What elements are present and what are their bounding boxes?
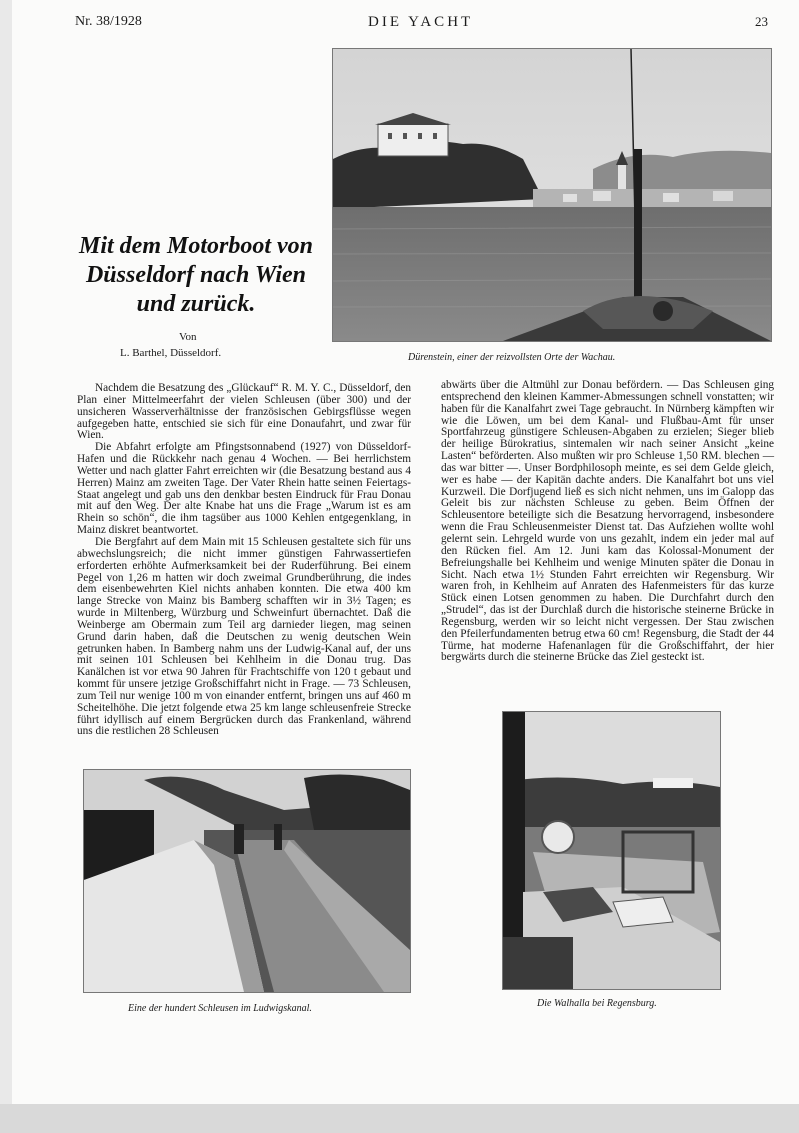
caption-walhalla: Die Walhalla bei Regensburg. bbox=[537, 998, 657, 1009]
paragraph: Nachdem die Besatzung des „Glückauf“ R. M. Y. C., Düsseldorf, den Plan einer Mittelmeerfahrt der vielen Schleusen (über 300) und der unsicheren Wasserverhältnisse der französischen Gebirgsflüsse wegen aufgegeben hatte, entschied sie sich für eine Donaufahrt, und zwar für Wien. bbox=[77, 382, 411, 442]
text-column-left bbox=[77, 383, 411, 738]
title-line-1: Mit dem Motorboot von bbox=[78, 233, 313, 259]
photo-schleuse-image bbox=[84, 770, 410, 992]
caption-schleuse: Eine der hundert Schleusen im Ludwigskanal. bbox=[128, 1003, 312, 1014]
photo-walhalla bbox=[502, 711, 721, 990]
byline-author: L. Barthel, Düsseldorf. bbox=[120, 347, 222, 359]
paragraph: abwärts über die Altmühl zur Donau befördern. — Das Schleusen ging entsprechend den kleinen Kammer-Abmessungen schnell vonstatten; wir haben für die Kanalfahrt zwei Tage gebraucht. In Nürnberg kämpften wir wie die Löwen, um bei dem Kanal- und Flußbau-Amt für unser Sportfahrzeug günstigere Schleusen-Abgaben zu erzielen; Sieger blieb der heilige Bürokratius, sintemalen wir nach seiner Ansicht „keine Lasten“ beförderten. Also mußten wir pro Schleuse 1,50 RM. blechen — das war bitter —. Unser Bordphilosoph meinte, es sei dem Gelde gleich, wer es habe — der Kapitän dachte anders. Die Kanalfahrt bot uns viel Kurzweil. Die Dorfjugend ließ es sich nicht nehmen, uns im Galopp das Geleit bis zur nächsten Schleuse zu geben. Beim Öffnen der Schleusentore beteiligte sich die Besatzung hervorragend, insbesondere wenn die Frau Schleusenmeister Dienst tat. Das Aufziehen wollte wohl gelernt sein. Lehrgeld wurde von uns gezahlt, indem ein jeder mal auf den Rücken fiel. Am 12. Juni kam das Kolossal-Monument der Befreiungshalle bei Kehlheim und wenige Minuten später die Donau in Sicht. Nach etwa 1½ Stunden Fahrt erreichten wir Regensburg. Wir waren froh, in Kehlheim auf Anraten des Hafenmeisters für das kurze Stück einen Lotsen genommen zu haben. Die Durchfahrt durch den „Strudel“, das ist der Durchlaß durch die historische steinerne Brücke in Regensburg, werden wir so leicht nicht vergessen. Der Stau zwischen den Pfeilerfundamenten betrug etwa 60 cm! Regensburg, die Stadt der 44 Türme, hat moderne Hafenanlagen für die Großschiffahrt, der hier bergwärts durch die steinerne Brücke das Ziel gesteckt ist. bbox=[441, 379, 774, 664]
title-line-3: und zurück. bbox=[136, 291, 256, 317]
paragraph: Die Abfahrt erfolgte am Pfingstsonnabend (1927) von Düsseldorf-Hafen und die Rückkehr nach genau 4 Wochen. — Bei herrlichstem Wetter und nach glatter Fahrt erreichten wir (die Besatzung bestand aus 4 Herren) Mainz am zweiten Tage. Der Vater Rhein hatte seinen Feiertags-Staat angelegt und gab uns den denkbar besten Eindruck für Frau Donau mit auf den Weg. Der alte Knabe hat uns die Frage „Warum ist es am Rhein so schön“, die ihm tagsüber aus 1000 Kehlen entgegenklang, in Mainz diskret beantwortet. bbox=[77, 441, 411, 537]
photo-walhalla-image bbox=[503, 712, 720, 989]
text-column-right bbox=[441, 380, 774, 664]
paragraph: Die Bergfahrt auf dem Main mit 15 Schleusen gestaltete sich für uns abwechslungsreich; die nicht immer günstigen Fahrwassertiefen erforderten erhöhte Aufmerksamkeit bei der Ruderführung. Bei einem Pegel von 1,26 m hatten wir doch zweimal Grundberührung, die indes dem eisenbewehrten Kiel nichts anhaben konnten. Die etwa 400 km lange Strecke von Mainz bis Bamberg schafften wir in 3½ Tagen; es wurde in Miltenberg, Würzburg und Schweinfurt übernachtet. Daß die Weinberge am Obermain zum Teil arg darnieder liegen, mag seinen Grund darin haben, daß die Deutschen zu wenig deutschen Wein getrunken haben. In Bamberg nahm uns der Ludwig-Kanal auf, der uns mit seinen 101 Schleusen bei Kehlheim in die Donau trug. Das Kanälchen ist vor etwa 90 Jahren für Frachtschiffe von 120 t gebaut und kommt für unsere jetzige Großschiffahrt nicht in Frage. — 73 Schleusen, zum Teil nur wenige 100 m von einander entfernt, bringen uns auf 460 m Scheitelhöhe. Die jetzt folgende etwa 25 km lange schleusenfreie Strecke führt idyllisch auf einem Bergrücken durch das Frankenland, während uns die restlichen 28 Schleusen bbox=[77, 535, 411, 738]
photo-duerenstein bbox=[332, 48, 772, 342]
title-line-2: Düsseldorf nach Wien bbox=[85, 262, 307, 288]
scan-margin bbox=[0, 1104, 799, 1133]
byline-von: Von bbox=[179, 331, 197, 343]
photo-schleuse bbox=[83, 769, 411, 993]
magazine-title: DIE YACHT bbox=[368, 14, 474, 30]
photo-duerenstein-image bbox=[333, 49, 771, 341]
article-title bbox=[64, 232, 328, 319]
issue-number: Nr. 38/1928 bbox=[75, 14, 142, 29]
page-number: 23 bbox=[755, 14, 768, 29]
caption-duerenstein: Dürenstein, einer der reizvollsten Orte der Wachau. bbox=[408, 352, 616, 363]
